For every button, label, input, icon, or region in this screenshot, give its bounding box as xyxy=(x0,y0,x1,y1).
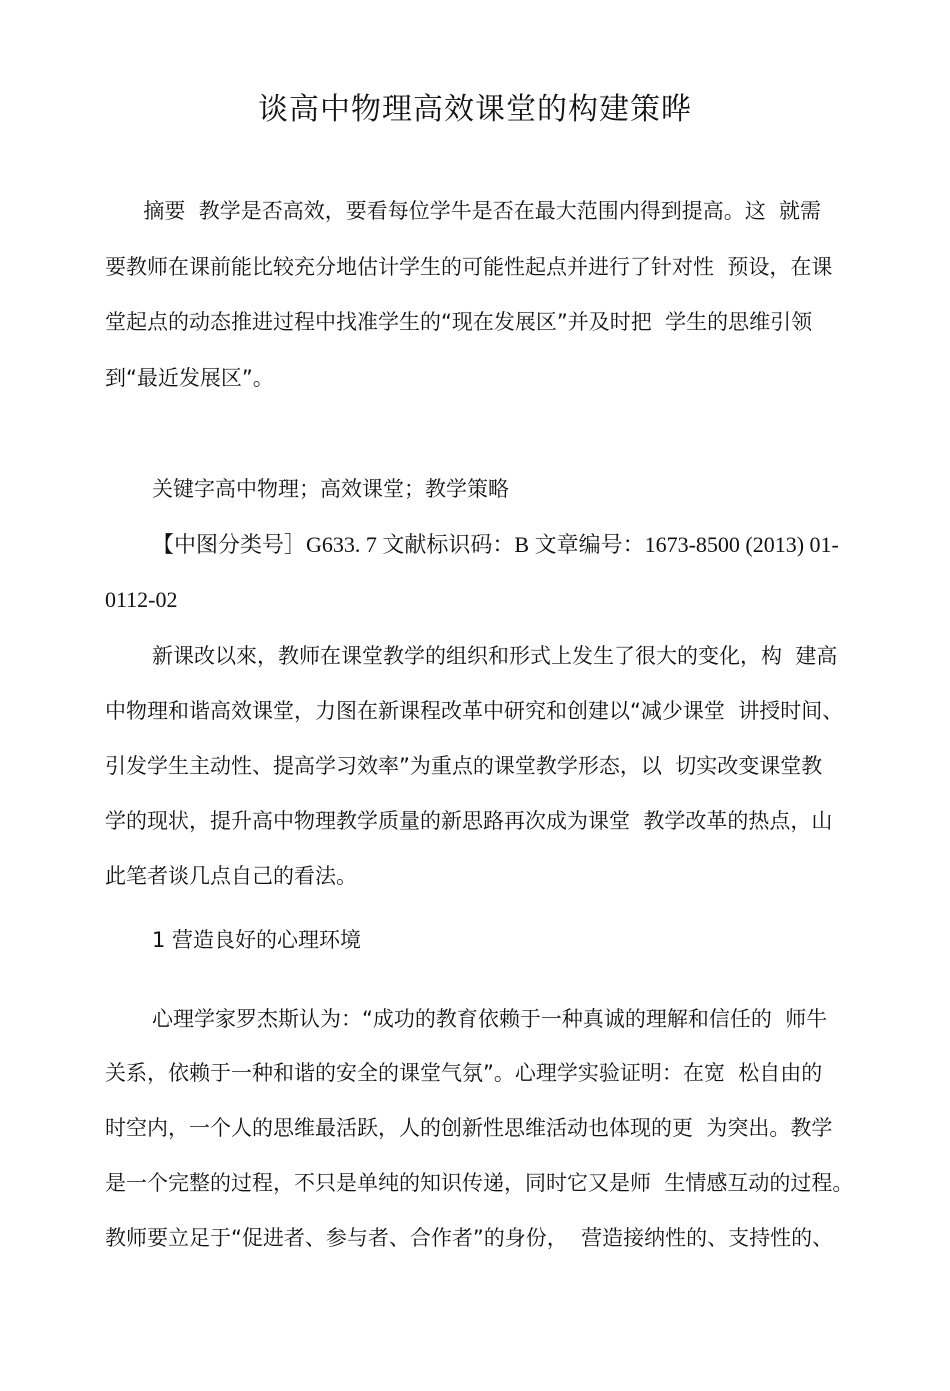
abstract-line-2: 要教师在课前能比较充分地估计学生的可能性起点并进行了针对性 预设，在课 xyxy=(105,255,833,279)
section1-line-3: 时空内，一个人的思维最活跃，人的创新性思维活动也体现的更 为突出。教学 xyxy=(105,1116,833,1140)
abstract-line-1: 摘要 教学是否高效，要看每位学牛是否在最大范围内得到提高。这 就需 xyxy=(130,199,822,223)
intro-line-4: 学的现状，提升高中物理教学质量的新思路再次成为课堂 教学改革的热点，山 xyxy=(105,809,833,833)
classification-line-2: 0112-02 xyxy=(105,587,178,612)
intro-line-3: 引发学生主动性、提高学习效率”为重点的课堂教学形态，以 切实改变课堂教 xyxy=(105,754,823,778)
intro-line-2: 中物理和谐高效课堂，力图在新课程改革中研究和创建以“减少课堂 讲授时间、 xyxy=(105,699,844,723)
abstract-line-4: 到“最近发展区”。 xyxy=(105,366,274,390)
section1-line-4: 是一个完整的过程，不只是单纯的知识传递，同时它又是师 生情感互动的过程。 xyxy=(105,1171,854,1195)
section1-line-2: 关系，依赖于一种和谐的安全的课堂气氛”。心理学实验证明：在宽 松自由的 xyxy=(105,1061,823,1085)
section1-line-1: 心理学家罗杰斯认为：“成功的教育依赖于一种真诚的理解和信任的 师牛 xyxy=(152,1007,828,1031)
classification-line-1: 【中图分类号］G633. 7 文献标识码：B 文章编号：1673-8500 (2013) 01- xyxy=(152,532,839,557)
section1-line-5: 教师要立足于“促进者、参与者、合作者”的身份， 营造接纳性的、支持性的、 xyxy=(105,1226,834,1250)
section-heading: 1 营造良好的心理环境 xyxy=(152,928,362,952)
keywords-line: 关键字高中物理；高效课堂；教学策略 xyxy=(152,477,509,501)
abstract-line-3: 堂起点的动态推进过程中找准学生的“现在发展区”并及时把 学生的思维引领 xyxy=(105,310,813,334)
intro-line-1: 新课改以來，教师在课堂教学的组织和形式上发生了很大的变化，构 建高 xyxy=(152,644,838,668)
intro-line-5: 此笔者谈几点自己的看法。 xyxy=(105,864,357,888)
document-title: 谈高中物理高效课堂的构建策晔 xyxy=(258,92,692,127)
